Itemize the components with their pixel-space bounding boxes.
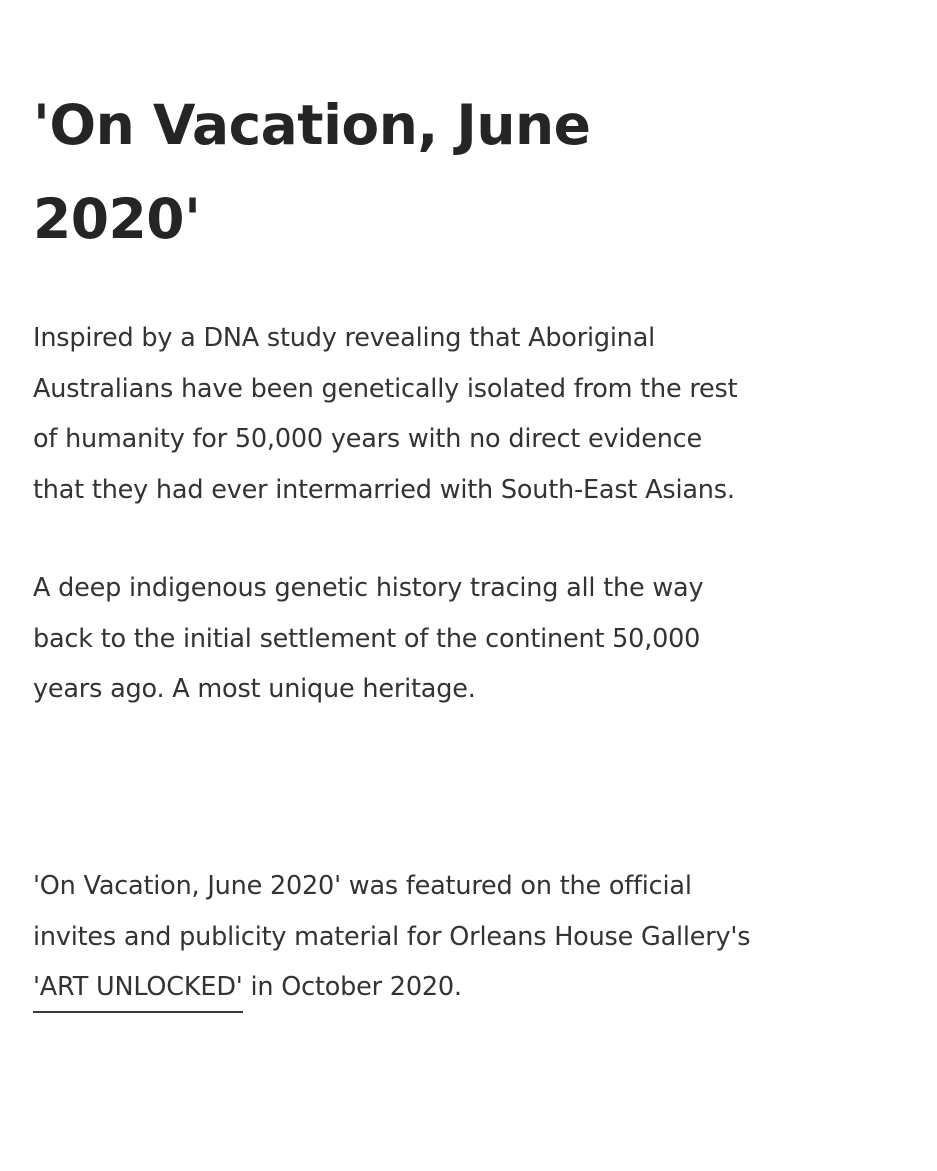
title-line-1: 'On Vacation, June [33,93,591,157]
paragraph-line: Inspired by a DNA study revealing that Aboriginal [33,323,656,353]
paragraph-line: that they had ever intermarried with South-East Asians. [33,474,735,505]
paragraph-line: years ago. A most unique heritage. [33,674,476,704]
paragraph-featured [33,861,883,1013]
art-unlocked-link[interactable]: 'ART UNLOCKED' [33,972,243,1013]
paragraph-line: Australians have been genetically isolated from the rest [33,373,738,404]
paragraph-dna-study [33,313,883,515]
paragraph-line: of humanity for 50,000 years with no direct evidence [33,424,702,454]
article-title [33,78,853,266]
paragraph-line: back to the initial settlement of the continent 50,000 [33,623,701,654]
paragraph-heritage [33,563,883,715]
paragraph-line: 'On Vacation, June 2020' was featured on the official [33,871,692,901]
paragraph-line: A deep indigenous genetic history tracing all the way [33,573,704,603]
paragraph-line: invites and publicity material for Orleans House Gallery's [33,921,751,952]
title-line-2: 2020' [33,187,201,251]
paragraph-line: in October 2020. [242,972,462,1002]
